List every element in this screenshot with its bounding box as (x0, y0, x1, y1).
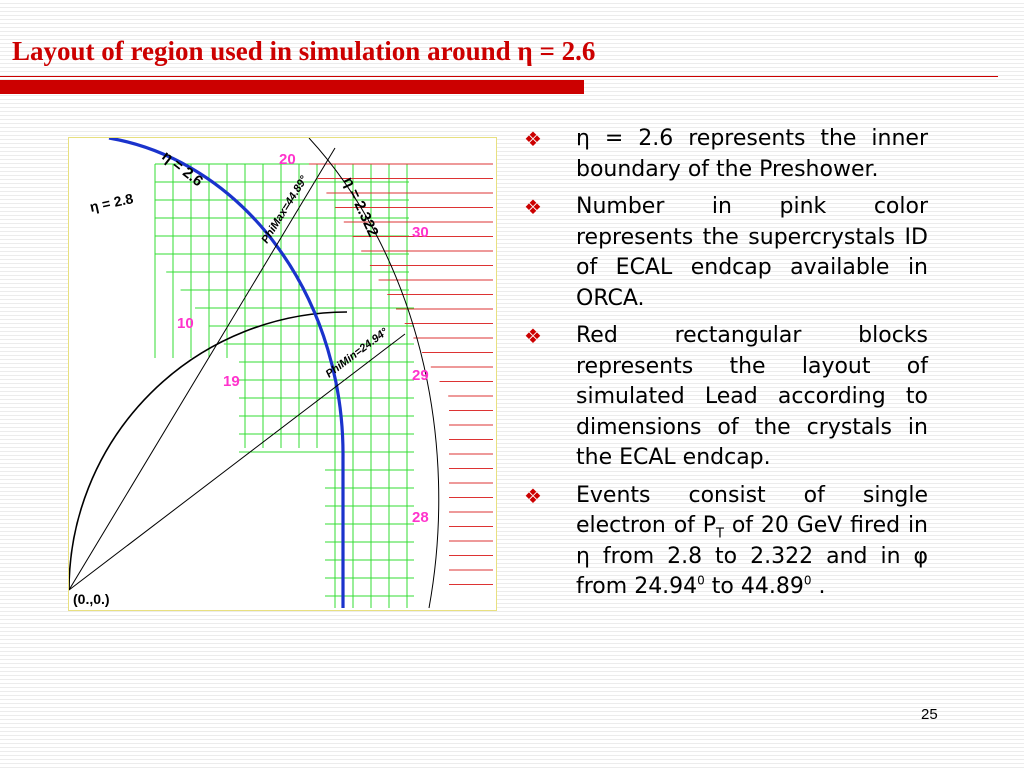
title-underline (0, 76, 998, 77)
eta-2-322-label: η = 2.322 (339, 174, 382, 240)
bullet-item (524, 481, 928, 603)
phimin-label: PhiMin=24.94° (323, 326, 391, 381)
supercrystal-id: 20 (279, 151, 296, 168)
bullet-text: Number in pink color represents the supercrystals ID of ECAL endcap available in ORCA. (576, 194, 928, 311)
title-accent-bar (0, 80, 584, 94)
bullet-item (524, 124, 928, 185)
bullet-item (524, 321, 928, 474)
diamond-bullet-icon: ❖ (524, 483, 542, 508)
supercrystal-id: 19 (223, 373, 240, 390)
diamond-bullet-icon: ❖ (524, 127, 542, 151)
phimax-line (69, 148, 335, 590)
supercrystal-id: 29 (412, 367, 429, 384)
supercrystal-id: 30 (412, 224, 429, 241)
bullet-list (524, 124, 928, 610)
supercrystal-id: 10 (177, 315, 194, 332)
diamond-bullet-icon: ❖ (524, 195, 542, 219)
page-number: 25 (921, 706, 938, 723)
bullet-text: Red rectangular blocks represents the layout of simulated Lead according to dimensions of the crystals in the ECAL endcap. (576, 323, 928, 470)
bullet-text: η = 2.6 represents the inner boundary of the Preshower. (576, 126, 928, 182)
eta-2-8-label: η = 2.8 (88, 190, 135, 215)
diamond-bullet-icon: ❖ (524, 324, 542, 348)
simulation-layout-figure (68, 137, 497, 611)
bullet-text-events: Events consist of single electron of $P_T$ of 20 GeV fired in η from 2.8 to 2.322 and in φ from 24.94$^0$ to 44.89$^0$ . (576, 482, 928, 599)
origin-label: (0.,0.) (73, 591, 110, 607)
eta-2-8-arc (69, 312, 347, 590)
bullet-item (524, 192, 928, 314)
supercrystal-id: 28 (412, 509, 429, 526)
slide-title: Layout of region used in simulation around η = 2.6 (12, 36, 596, 66)
phimax-label: PhiMax=44.89° (259, 174, 311, 246)
eta-2-6-label: η = 2.6 (158, 147, 207, 191)
